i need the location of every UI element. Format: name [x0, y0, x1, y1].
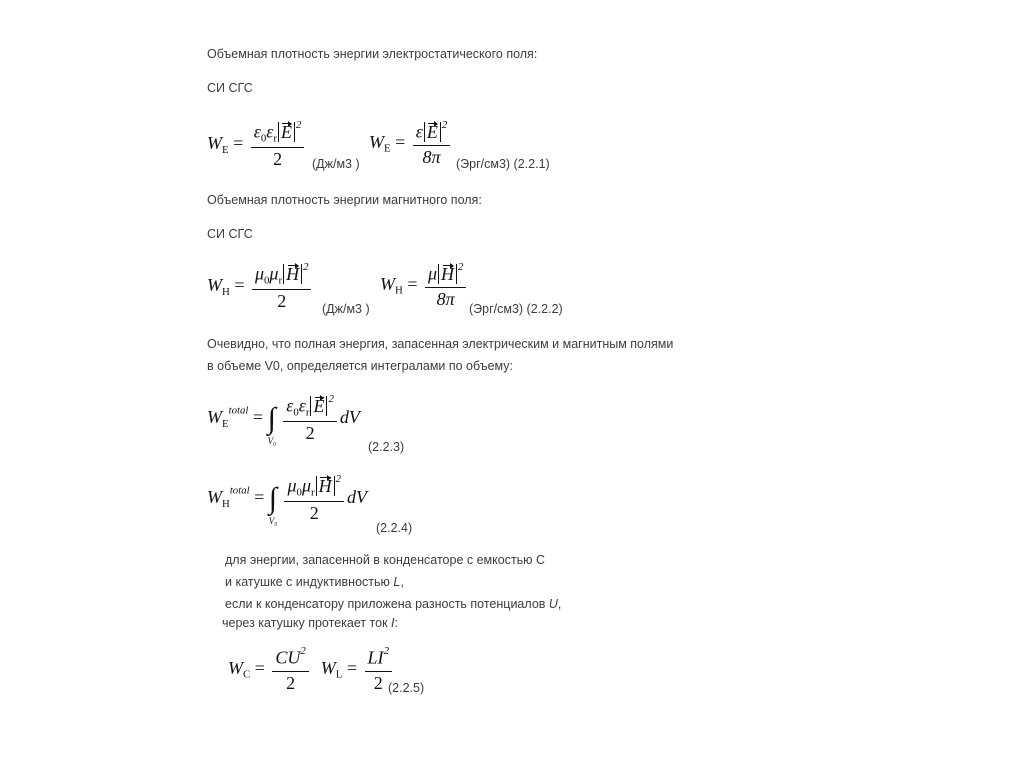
paragraph-capacitor-3: если к конденсатору приложена разность потенциалов U, — [225, 597, 562, 611]
paragraph-capacitor-4: через катушку протекает ток I: — [222, 616, 399, 630]
units-system-label-2: СИ СГС — [207, 227, 253, 241]
paragraph-capacitor-2: и катушке с индуктивностью L, — [225, 575, 404, 589]
unit-si-h: (Дж/м3 ) — [322, 302, 370, 316]
formula-we-total: $W_E^{total}$ = ∫ V₀ $\frac{\varepsilon_0\varepsilon_r E ^2}{2}$ dV — [207, 393, 360, 447]
formula-wc-wl: $W_C$ = $\frac{CU^2}{2}$ $W_L$ = $\frac{LI^2}{2}$ — [228, 646, 395, 693]
formula-we-cgs: $W_E$ = $\frac{\varepsilon E ^2}{8\pi}$ — [369, 120, 453, 167]
formula-wh-si: $W_H$ = $\frac{\mu_0\mu_r H ^2}{2}$ — [207, 262, 314, 312]
unit-si-e: (Дж/м3 ) — [312, 157, 360, 171]
heading-magnetic: Объемная плотность энергии магнитного поля: — [207, 193, 482, 207]
unit-cgs-e: (Эрг/см3) (2.2.1) — [456, 157, 550, 171]
unit-cgs-h: (Эрг/см3) (2.2.2) — [469, 302, 563, 316]
eq-number-2-2-4: (2.2.4) — [376, 521, 413, 535]
units-system-label-1: СИ СГС — [207, 81, 253, 95]
paragraph-total-energy-1: Очевидно, что полная энергия, запасенная электрическим и магнитным полями — [207, 337, 674, 351]
eq-number-2-2-5: (2.2.5) — [388, 681, 425, 695]
formula-we-si: $W_E$ = $\frac{\varepsilon_0\varepsilon_r E ^2}{2}$ — [207, 120, 307, 170]
formula-wh-total: $W_H^{total}$ = ∫ V₀ $\frac{\mu_0\mu_r H ^2}{2}$ dV — [207, 473, 367, 527]
paragraph-total-energy-2: в объеме V0, определяется интегралами по объему: — [207, 359, 513, 373]
eq-number-2-2-3: (2.2.3) — [368, 440, 405, 454]
heading-electrostatic: Объемная плотность энергии электростатического поля: — [207, 47, 538, 61]
paragraph-capacitor-1: для энергии, запасенной в конденсаторе с емкостью С — [225, 553, 546, 567]
formula-wh-cgs: $W_H$ = $\frac{\mu H ^2}{8\pi}$ — [380, 262, 469, 309]
